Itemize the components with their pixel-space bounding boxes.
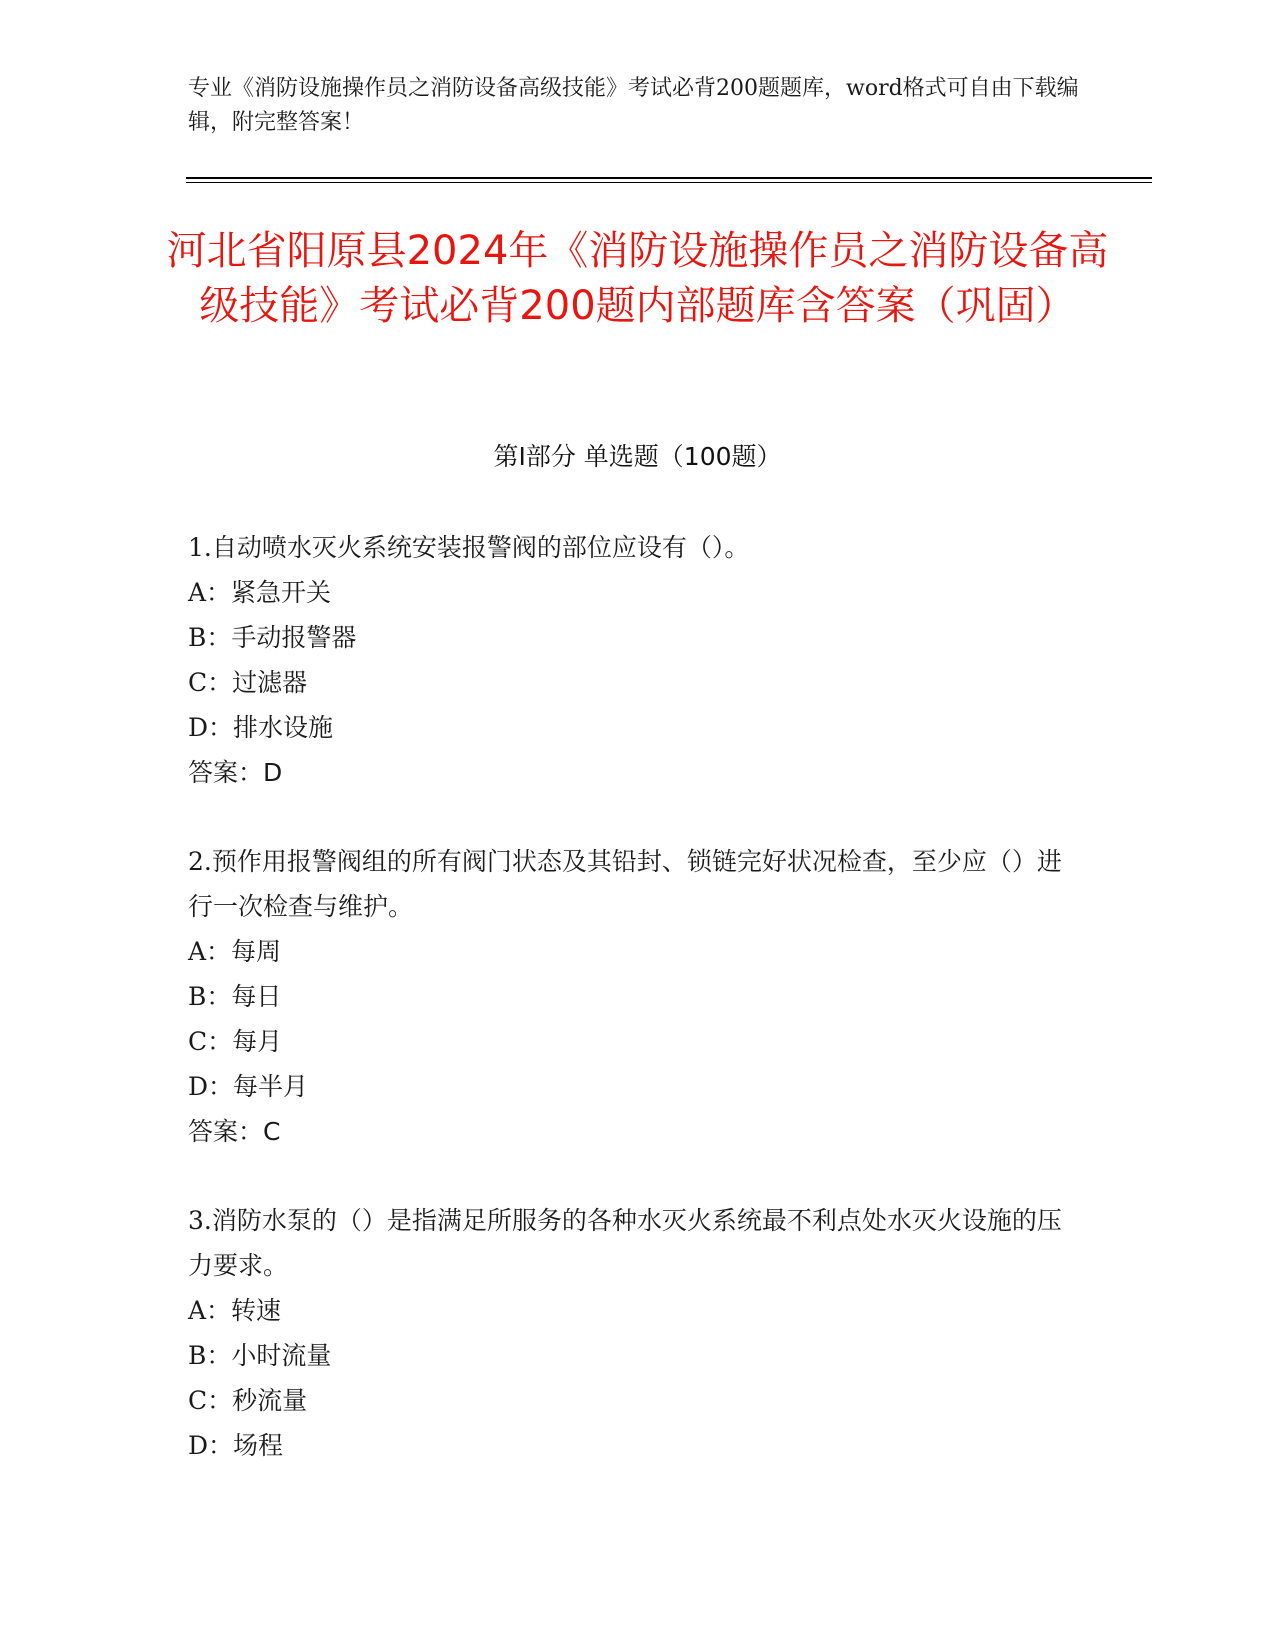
option-b: B：每日 [188, 982, 282, 1011]
question-stem: 1.自动喷水灭火系统安装报警阀的部位应设有（）。 [188, 533, 750, 562]
question-2 [188, 839, 1068, 1154]
section-title: 第Ⅰ部分 单选题（100题） [493, 442, 782, 471]
option-c: C：秒流量 [188, 1386, 308, 1415]
option-d: D：场程 [188, 1431, 284, 1460]
option-b: B：小时流量 [188, 1341, 332, 1370]
header-rule-thick [186, 177, 1152, 179]
header-rule-thin [186, 182, 1152, 183]
question-stem: 2.预作用报警阀组的所有阀门状态及其铅封、锁链完好状况检查，至少应（）进行一次检查与维护。 [188, 847, 1062, 921]
option-d: D：排水设施 [188, 713, 334, 742]
option-b: B：手动报警器 [188, 623, 357, 652]
option-a: A：转速 [188, 1296, 282, 1325]
question-list [188, 525, 1068, 1512]
answer: 答案：C [188, 1117, 281, 1146]
header-note: 专业《消防设施操作员之消防设备高级技能》考试必背200题题库，word格式可自由下载编辑，附完整答案！ [188, 76, 1079, 135]
option-c: C：过滤器 [188, 668, 308, 697]
option-a: A：紧急开关 [188, 578, 332, 607]
question-3 [188, 1198, 1068, 1468]
question-stem: 3.消防水泵的（）是指满足所服务的各种水灭火系统最不利点处水灭火设施的压力要求。 [188, 1206, 1062, 1280]
option-d: D：每半月 [188, 1072, 309, 1101]
option-a: A：每周 [188, 937, 282, 966]
option-c: C：每月 [188, 1027, 283, 1056]
document-title: 河北省阳原县2024年《消防设施操作员之消防设备高级技能》考试必背200题内部题库含答案（巩固） [166, 228, 1109, 329]
question-1 [188, 525, 1068, 795]
answer: 答案：D [188, 758, 283, 787]
